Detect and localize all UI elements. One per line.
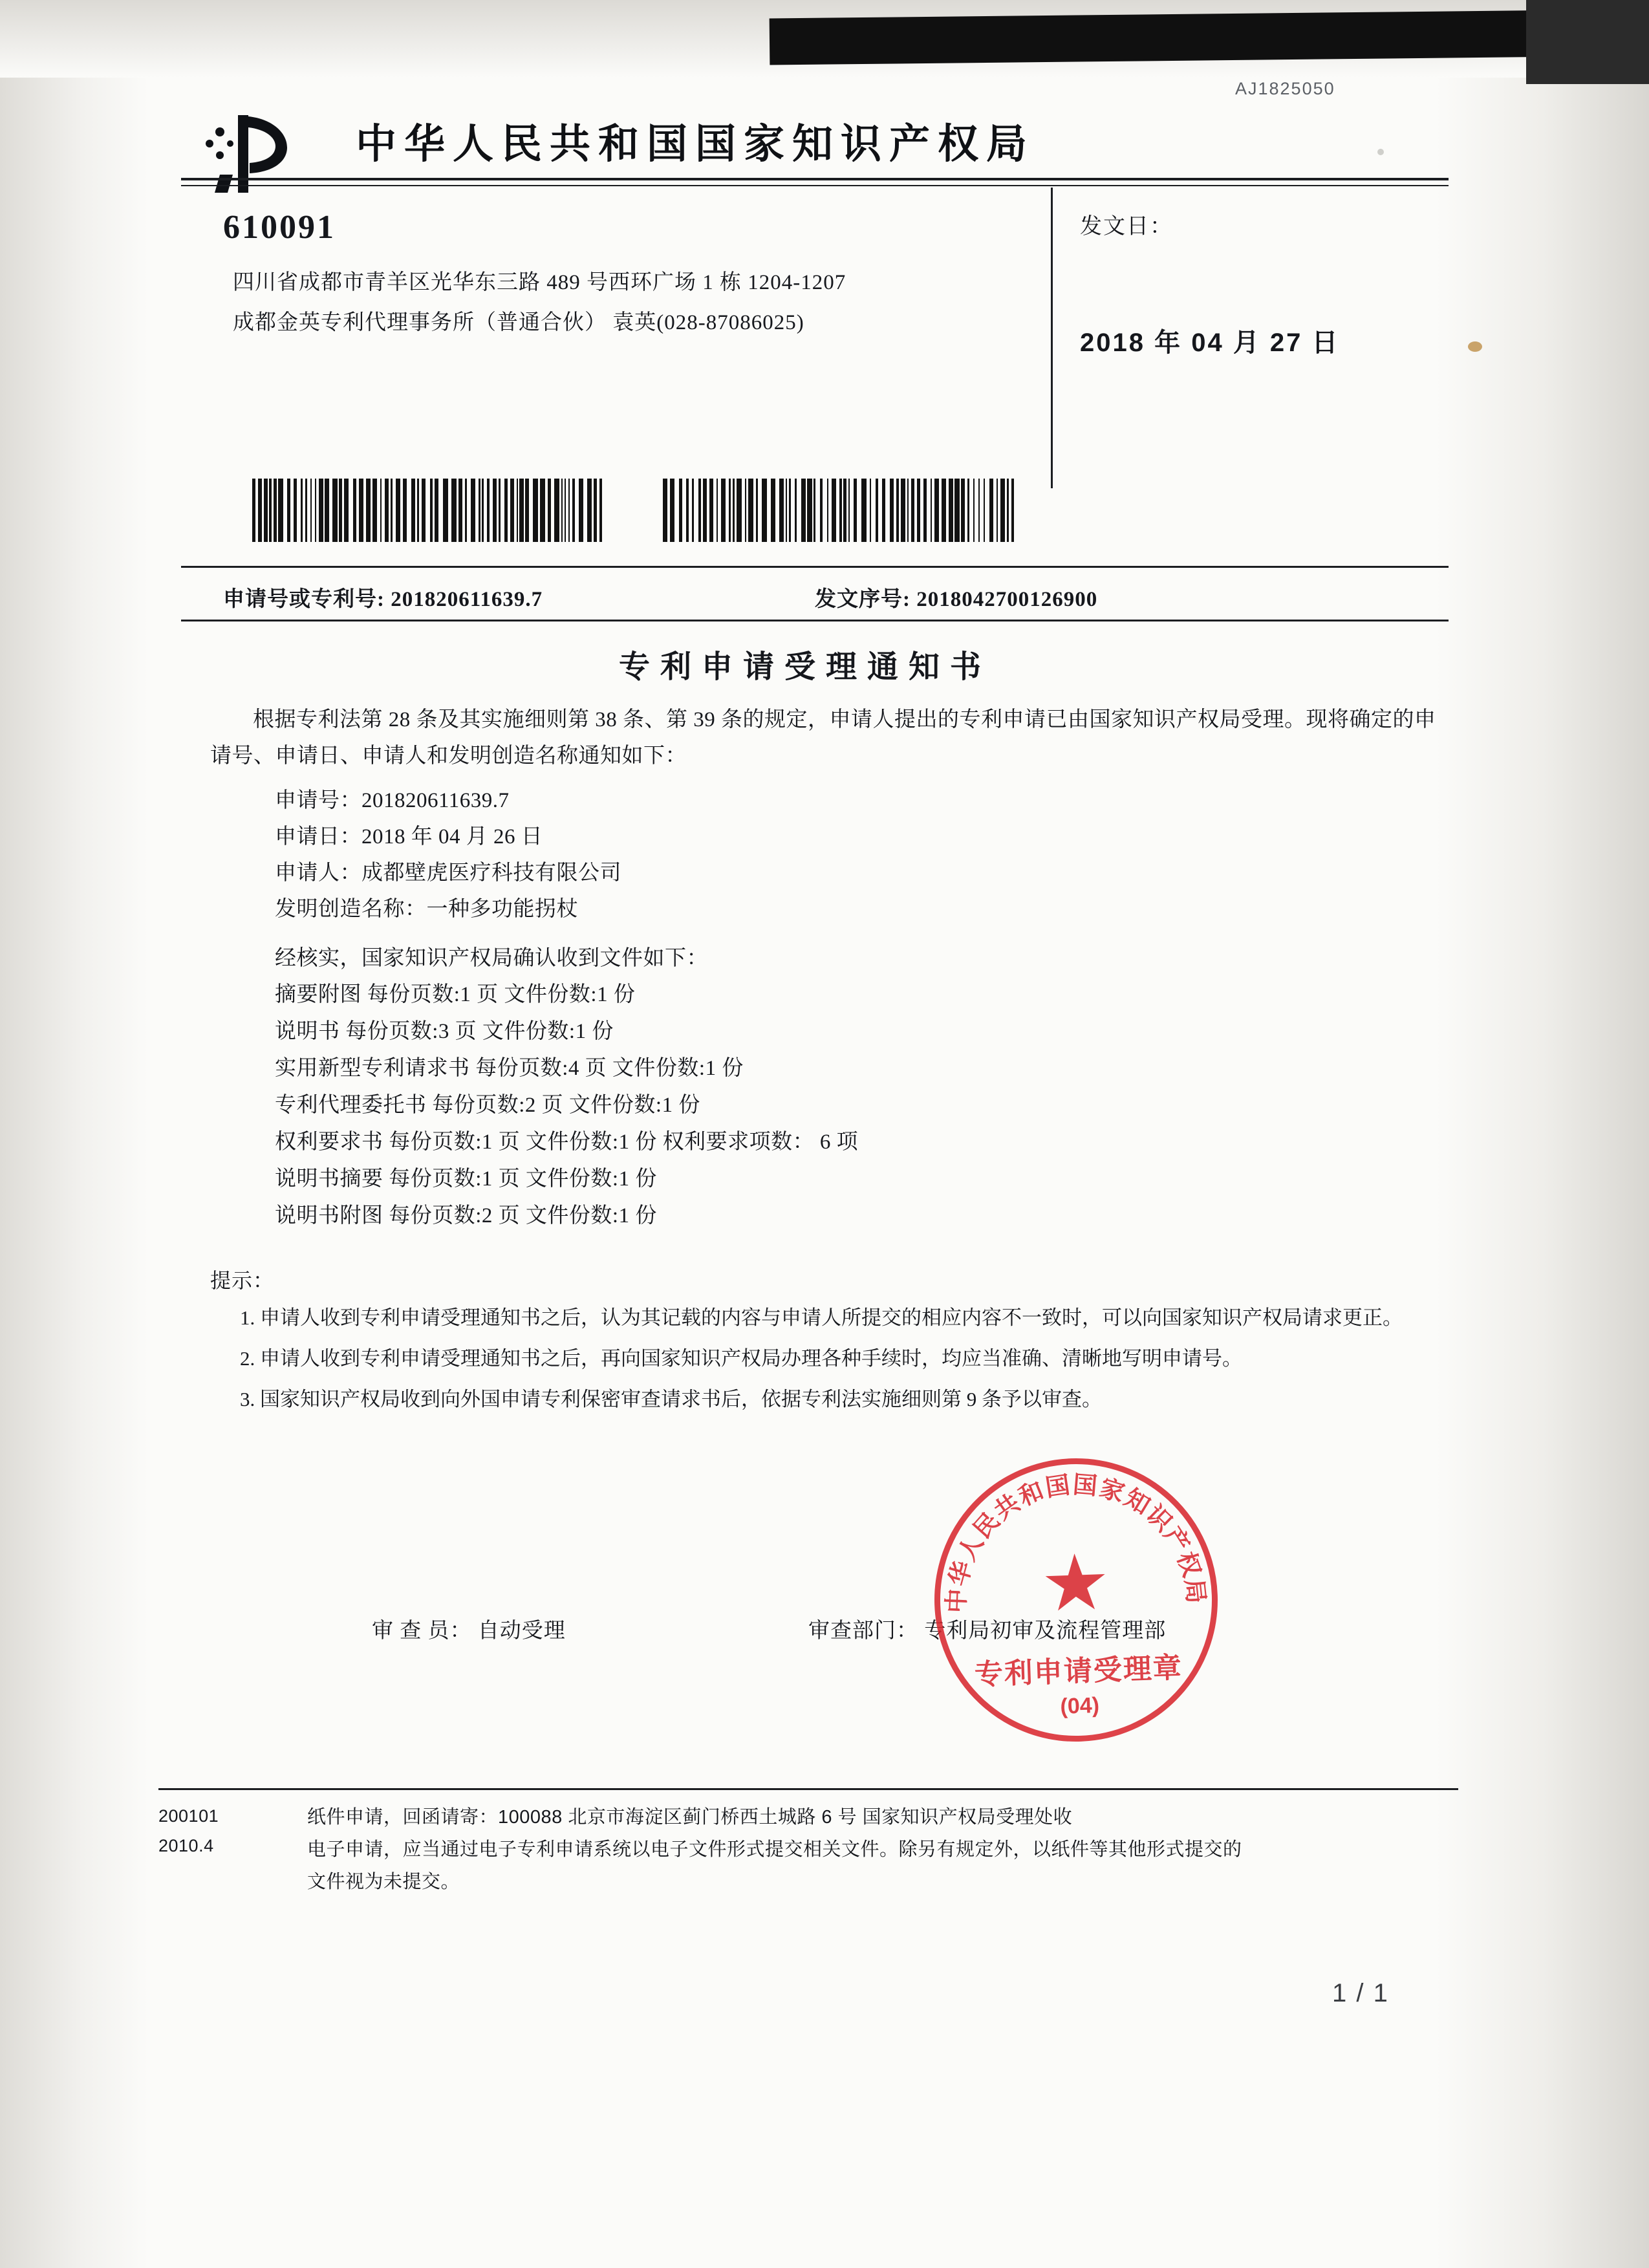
form-code-line1: 200101 — [158, 1806, 219, 1826]
issue-date-value: 2018 年 04 月 27 日 — [1080, 329, 1340, 357]
document-code: AJ1825050 — [1235, 79, 1335, 98]
barcode-serial — [663, 479, 1015, 542]
serial-number-label: 发文序号: — [815, 588, 911, 611]
document-sheet — [158, 71, 1494, 2199]
notice-title: 专利申请受理通知书 — [618, 649, 991, 685]
scan-shadow-left — [0, 0, 149, 2268]
issue-box-divider — [1051, 188, 1053, 488]
notice-field: 申请人：成都壁虎医疗科技有限公司 — [275, 861, 621, 885]
application-number-value: 201820611639.7 — [391, 588, 543, 611]
official-red-seal — [929, 1453, 1222, 1746]
list-item: 权利要求书 每份页数:1 页 文件份数:1 份 权利要求项数： 6 项 — [275, 1130, 859, 1154]
notice-field: 申请日：2018 年 04 月 26 日 — [275, 825, 543, 848]
header-divider — [181, 178, 1449, 180]
department-label: 审查部门： — [808, 1619, 918, 1643]
footer-line: 电子申请，应当通过电子专利申请系统以电子文件形式提交相关文件。除另有规定外，以纸件等其他形式提交的 — [307, 1839, 1242, 1860]
footer-notes — [307, 1801, 1445, 1898]
examiner-value: 自动受理 — [477, 1619, 566, 1643]
scan-speck — [1468, 341, 1482, 352]
cnipa-emblem-logo — [200, 110, 304, 200]
examiner-row — [372, 1614, 566, 1644]
issue-date-label: 发文日： — [1080, 215, 1173, 239]
recipient-zipcode: 610091 — [223, 209, 336, 246]
department-value: 专利局初审及流程管理部 — [924, 1619, 1167, 1643]
tips-heading: 提示： — [210, 1269, 275, 1292]
recipient-address-line1: 四川省成都市青羊区光华东三路 489 号西环广场 1 栋 1204-1207 — [233, 271, 846, 294]
footer-line: 纸件申请，回函请寄：100088 北京市海淀区蓟门桥西土城路 6 号 国家知识产权局受理处收 — [307, 1807, 1073, 1828]
notice-field: 发明创造名称：一种多功能拐杖 — [275, 898, 578, 921]
examiner-label: 审 查 员： — [372, 1619, 472, 1643]
documents-confirm-line: 经核实，国家知识产权局确认收到文件如下： — [275, 947, 708, 970]
tip-item: 1. 申请人收到专利申请受理通知书之后，认为其记载的内容与申请人所提交的相应内容不一致时，可以向国家知识产权局请求更正。 — [240, 1306, 1403, 1329]
tips-list — [210, 1300, 1445, 1422]
tip-item: 2. 申请人收到专利申请受理通知书之后，再向国家知识产权局办理各种手续时，均应当准确、清晰地写明申请号。 — [240, 1347, 1242, 1370]
application-number-label: 申请号或专利号: — [223, 588, 385, 611]
svg-text:中华人民共和国国家知识产权局: 中华人民共和国国家知识产权局 — [942, 1469, 1211, 1614]
page-number: 1 / 1 — [1332, 1979, 1389, 2007]
tip-item: 3. 国家知识产权局收到向外国申请专利保密审查请求书后，依据专利法实施细则第 9 条予以审查。 — [240, 1388, 1102, 1410]
header-divider-thin — [181, 185, 1449, 186]
scan-artifact-bar — [770, 10, 1572, 65]
list-item: 说明书 每份页数:3 页 文件份数:1 份 — [275, 1020, 614, 1043]
notice-field: 申请号：201820611639.7 — [275, 789, 510, 812]
recipient-address-line2: 成都金英专利代理事务所（普通合伙） 袁英(028-87086025) — [233, 311, 804, 334]
footer-line: 文件视为未提交。 — [307, 1872, 460, 1892]
list-item: 专利代理委托书 每份页数:2 页 文件份数:1 份 — [275, 1094, 700, 1117]
application-number-row — [223, 582, 543, 612]
barcode-application — [252, 479, 605, 542]
numbers-divider-top — [181, 566, 1449, 568]
list-item: 实用新型专利请求书 每份页数:4 页 文件份数:1 份 — [275, 1057, 744, 1080]
serial-number-row — [815, 582, 1097, 612]
received-documents-list — [275, 977, 858, 1235]
list-item: 说明书附图 每份页数:2 页 文件份数:1 份 — [275, 1204, 657, 1227]
form-code — [158, 1801, 219, 1861]
scan-speck-small — [1377, 149, 1384, 155]
list-item: 说明书摘要 每份页数:1 页 文件份数:1 份 — [275, 1167, 657, 1191]
seal-main-text: 专利申请受理章 — [974, 1651, 1183, 1692]
notice-paragraph: 根据专利法第 28 条及其实施细则第 38 条、第 39 条的规定，申请人提出的专利申请已由国家知识产权局受理。现将确定的申请号、申请日、申请人和发明创造名称通知如下： — [210, 708, 1436, 768]
notice-fields — [275, 783, 621, 927]
footer-divider — [158, 1788, 1458, 1790]
numbers-divider-bottom — [181, 620, 1449, 621]
seal-number: (04) — [1059, 1692, 1100, 1719]
list-item: 摘要附图 每份页数:1 页 文件份数:1 份 — [275, 983, 636, 1006]
form-code-line2: 2010.4 — [158, 1836, 214, 1855]
star-icon: ★ — [1039, 1539, 1112, 1628]
scan-artifact-corner — [1526, 0, 1649, 84]
serial-number-value: 2018042700126900 — [916, 588, 1098, 611]
office-title: 中华人民共和国国家知识产权局 — [356, 120, 1035, 167]
